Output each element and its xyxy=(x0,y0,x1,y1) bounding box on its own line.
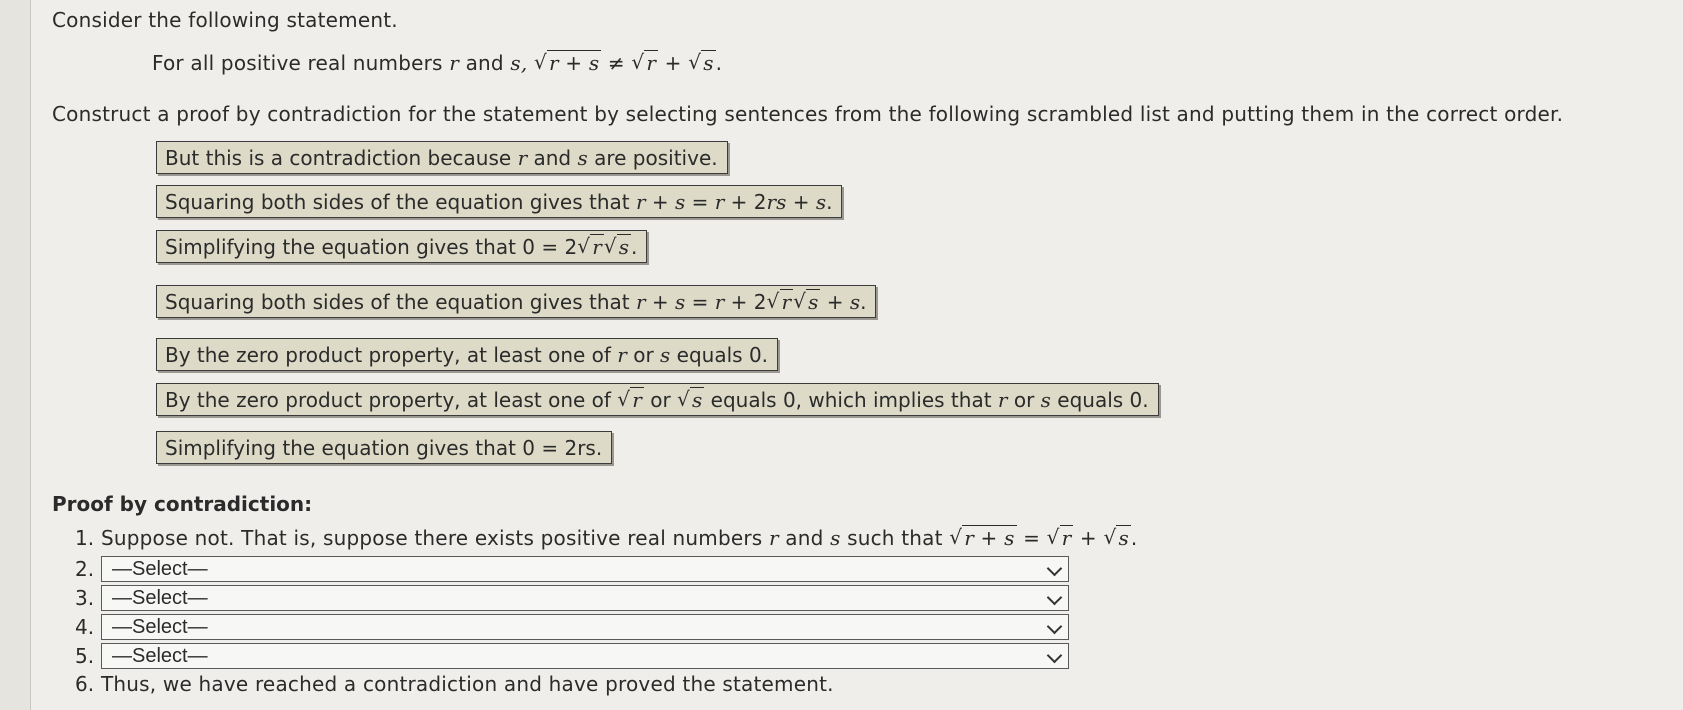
chevron-down-icon xyxy=(1047,619,1063,635)
select-value: —Select— xyxy=(112,645,208,667)
step-4-select[interactable] xyxy=(101,614,1069,640)
select-value: —Select— xyxy=(112,558,208,580)
question-panel xyxy=(30,0,1683,710)
step-number: 6. xyxy=(75,672,95,696)
chevron-down-icon xyxy=(1047,590,1063,606)
step-2-select[interactable] xyxy=(101,556,1069,582)
proof-tile[interactable]: Squaring both sides of the equation gives that r + s = r + 2√ r√ s + s. xyxy=(156,285,876,318)
step-5-select[interactable] xyxy=(101,643,1069,669)
step-number: 1. xyxy=(75,526,95,550)
proof-tile[interactable]: Simplifying the equation gives that 0 = 2√ r√ s . xyxy=(156,230,647,263)
step-number: 3. xyxy=(75,586,95,610)
select-value: —Select— xyxy=(112,587,208,609)
chevron-down-icon xyxy=(1047,648,1063,664)
step-3-select[interactable] xyxy=(101,585,1069,611)
proof-step-6: Thus, we have reached a contradiction and have proved the statement. xyxy=(101,672,834,696)
instruction-text: Construct a proof by contradiction for the statement by selecting sentences from the following scrambled list and putting them in the correct order. xyxy=(52,102,1564,126)
proof-tile[interactable]: By the zero product property, at least one of r or s equals 0. xyxy=(156,338,778,371)
statement: For all positive real numbers r and s, √ r + s ≠ √ r + √ s . xyxy=(152,51,722,75)
chevron-down-icon xyxy=(1047,561,1063,577)
step-number: 5. xyxy=(75,644,95,668)
proof-heading: Proof by contradiction: xyxy=(52,492,313,516)
proof-tile[interactable]: Simplifying the equation gives that 0 = 2rs. xyxy=(156,431,612,464)
intro-text: Consider the following statement. xyxy=(52,8,398,32)
proof-tile[interactable]: Squaring both sides of the equation gives that r + s = r + 2rs + s. xyxy=(156,185,842,218)
proof-step-1: Suppose not. That is, suppose there exists positive real numbers r and s such that √ r + s = √ r + √ s . xyxy=(101,526,1137,550)
proof-tile[interactable]: But this is a contradiction because r and s are positive. xyxy=(156,141,728,174)
step-number: 2. xyxy=(75,557,95,581)
step-number: 4. xyxy=(75,615,95,639)
proof-tile[interactable]: By the zero product property, at least one of √ r or √ s equals 0, which implies that r or s equals 0. xyxy=(156,383,1159,416)
select-value: —Select— xyxy=(112,616,208,638)
